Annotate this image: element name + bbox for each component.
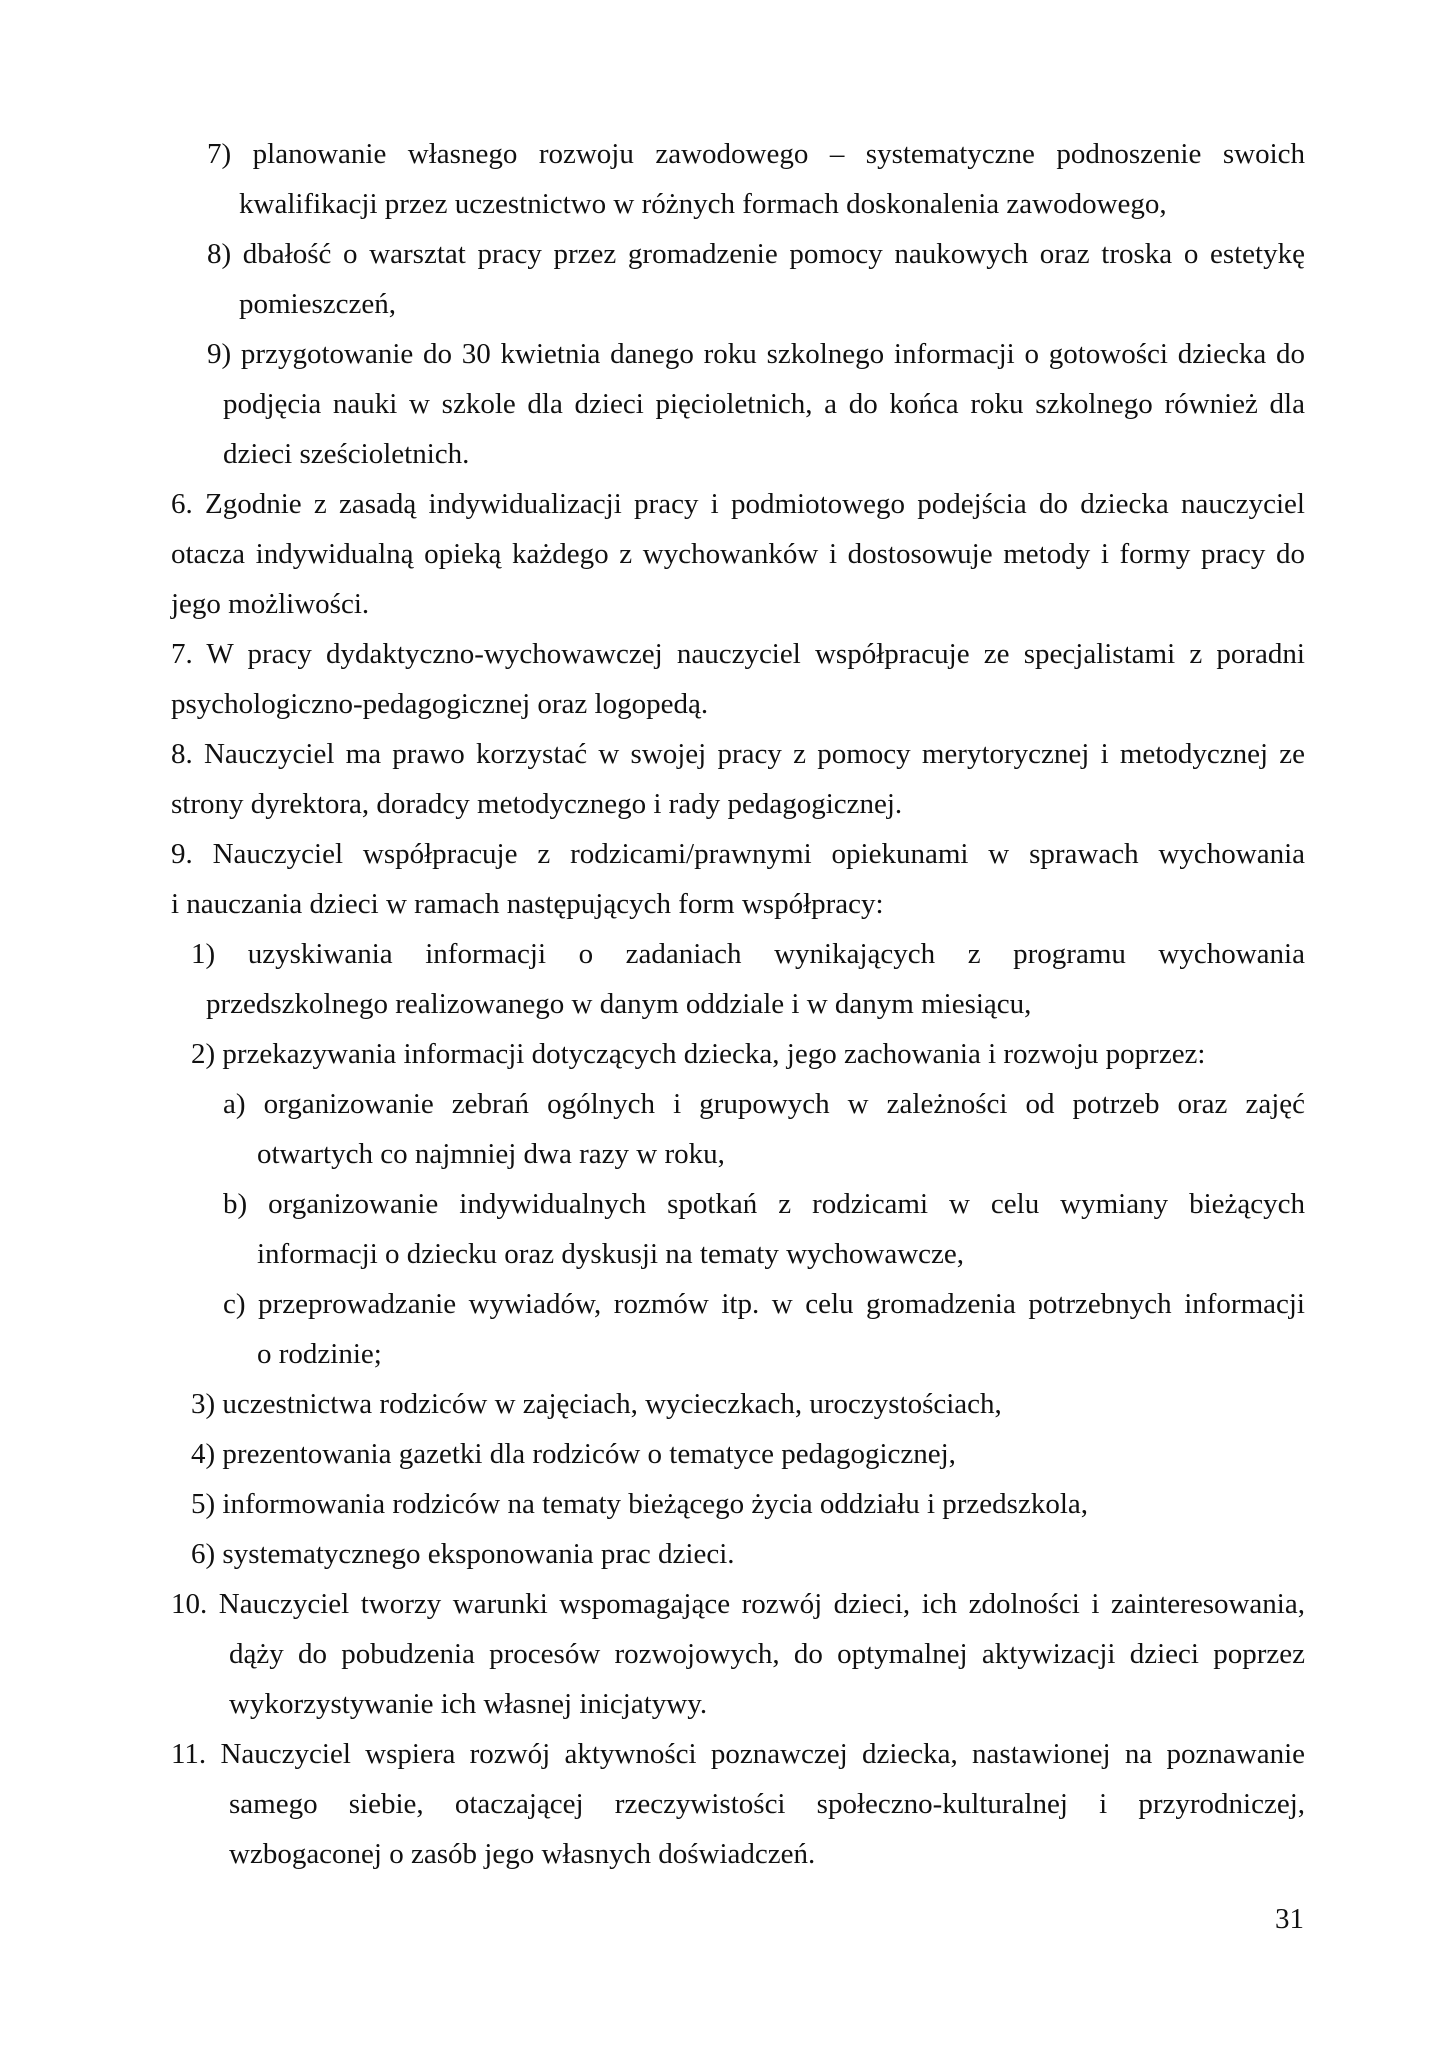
text-line: przedszkolnego realizowanego w danym oddziale i w danym miesiącu, bbox=[206, 988, 1032, 1020]
text-line: 7) planowanie własnego rozwoju zawodowego – systematyczne podnoszenie swoich bbox=[207, 138, 1305, 170]
text-line: kwalifikacji przez uczestnictwo w różnych formach doskonalenia zawodowego, bbox=[239, 188, 1167, 220]
text-line: 6. Zgodnie z zasadą indywidualizacji pracy i podmiotowego podejścia do dziecka nauczyciel bbox=[171, 488, 1305, 520]
text-line: 5) informowania rodziców na tematy bieżącego życia oddziału i przedszkola, bbox=[191, 1488, 1089, 1520]
text-line: b) organizowanie indywidualnych spotkań z rodzicami w celu wymiany bieżących bbox=[223, 1188, 1305, 1220]
text-line: 2) przekazywania informacji dotyczących dziecka, jego zachowania i rozwoju poprzez: bbox=[191, 1038, 1206, 1070]
text-line: wykorzystywanie ich własnej inicjatywy. bbox=[229, 1688, 708, 1720]
text-line: 10. Nauczyciel tworzy warunki wspomagające rozwój dzieci, ich zdolności i zainteresowania, bbox=[171, 1588, 1305, 1620]
text-line: 8) dbałość o warsztat pracy przez gromadzenie pomocy naukowych oraz troska o estetykę bbox=[207, 238, 1305, 270]
text-line: otacza indywidualną opieką każdego z wychowanków i dostosowuje metody i formy pracy do bbox=[171, 538, 1305, 570]
text-line: dąży do pobudzenia procesów rozwojowych, do optymalnej aktywizacji dzieci poprzez bbox=[229, 1638, 1305, 1670]
text-line: o rodzinie; bbox=[257, 1338, 382, 1370]
text-line: a) organizowanie zebrań ogólnych i grupowych w zależności od potrzeb oraz zajęć bbox=[223, 1088, 1305, 1120]
text-line: otwartych co najmniej dwa razy w roku, bbox=[257, 1138, 725, 1170]
text-line: informacji o dziecku oraz dyskusji na tematy wychowawcze, bbox=[257, 1238, 965, 1270]
text-line: strony dyrektora, doradcy metodycznego i rady pedagogicznej. bbox=[171, 788, 903, 820]
text-line: dzieci sześcioletnich. bbox=[223, 438, 470, 470]
text-line: 8. Nauczyciel ma prawo korzystać w swojej pracy z pomocy merytorycznej i metodycznej ze bbox=[171, 738, 1305, 770]
text-line: 11. Nauczyciel wspiera rozwój aktywności poznawczej dziecka, nastawionej na poznawanie bbox=[171, 1738, 1305, 1770]
text-line: jego możliwości. bbox=[171, 588, 370, 620]
text-line: 7. W pracy dydaktyczno-wychowawczej nauczyciel współpracuje ze specjalistami z poradni bbox=[171, 638, 1305, 670]
text-line: wzbogaconej o zasób jego własnych doświadczeń. bbox=[229, 1838, 816, 1870]
text-line: 3) uczestnictwa rodziców w zajęciach, wycieczkach, uroczystościach, bbox=[191, 1388, 1002, 1420]
text-line: 1) uzyskiwania informacji o zadaniach wynikających z programu wychowania bbox=[191, 938, 1305, 970]
text-line: podjęcia nauki w szkole dla dzieci pięcioletnich, a do końca roku szkolnego również dla bbox=[223, 388, 1305, 420]
text-line: i nauczania dzieci w ramach następujących form współpracy: bbox=[171, 888, 884, 920]
text-line: c) przeprowadzanie wywiadów, rozmów itp. w celu gromadzenia potrzebnych informacji bbox=[223, 1288, 1305, 1320]
text-line: 6) systematycznego eksponowania prac dzieci. bbox=[191, 1538, 735, 1570]
text-line: 9) przygotowanie do 30 kwietnia danego roku szkolnego informacji o gotowości dziecka do bbox=[207, 338, 1305, 370]
text-line: 9. Nauczyciel współpracuje z rodzicami/prawnymi opiekunami w sprawach wychowania bbox=[171, 838, 1305, 870]
page-number: 31 bbox=[1275, 1903, 1304, 1935]
text-line: 4) prezentowania gazetki dla rodziców o tematyce pedagogicznej, bbox=[191, 1438, 956, 1470]
text-line: pomieszczeń, bbox=[239, 288, 397, 320]
text-line: samego siebie, otaczającej rzeczywistości społeczno-kulturalnej i przyrodniczej, bbox=[229, 1788, 1305, 1820]
text-line: psychologiczno-pedagogicznej oraz logopedą. bbox=[171, 688, 709, 720]
